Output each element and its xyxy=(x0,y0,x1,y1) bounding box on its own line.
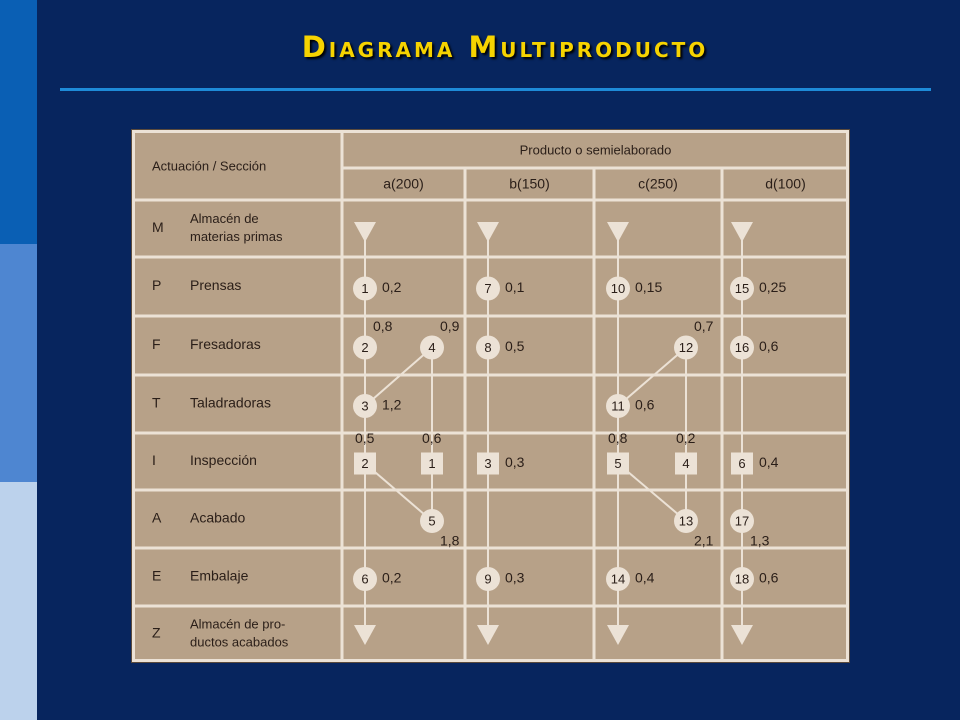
row-code-F: F xyxy=(152,336,161,353)
node-value-d18: 0,6 xyxy=(759,569,779,586)
node-value-a4: 0,9 xyxy=(440,318,460,335)
node-label-a4: 4 xyxy=(428,339,436,355)
node-label-d17: 17 xyxy=(734,513,750,529)
node-value-c12: 0,7 xyxy=(694,318,714,335)
row-code-T: T xyxy=(152,394,161,411)
node-label-d6: 6 xyxy=(738,455,746,471)
end-triangle-icon xyxy=(731,625,753,645)
node-value-c5: 0,8 xyxy=(608,430,628,447)
row-name-A: Acabado xyxy=(190,509,246,526)
row-code-A: A xyxy=(152,509,162,526)
start-triangle-icon xyxy=(607,222,629,242)
node-label-d18: 18 xyxy=(734,571,750,587)
node-value-c4: 0,2 xyxy=(676,430,696,447)
row-name-I: Inspección xyxy=(190,452,257,469)
node-label-a5: 5 xyxy=(428,513,436,529)
sidebar-block-bottom xyxy=(0,482,37,720)
node-label-b8: 8 xyxy=(484,339,492,355)
node-label-c12: 12 xyxy=(678,339,694,355)
node-label-d15: 15 xyxy=(734,280,750,296)
product-header-0: a(200) xyxy=(383,175,424,192)
node-value-a2i: 0,5 xyxy=(355,430,375,447)
title-underline xyxy=(60,88,931,91)
end-triangle-icon xyxy=(607,625,629,645)
node-label-b9: 9 xyxy=(484,571,492,587)
node-label-c14: 14 xyxy=(610,571,626,587)
row-name-M-line2: materias primas xyxy=(190,228,283,244)
product-header-2: c(250) xyxy=(638,175,678,192)
node-value-a3: 1,2 xyxy=(382,396,402,413)
node-value-c14: 0,4 xyxy=(635,569,655,586)
row-name-P: Prensas xyxy=(190,277,242,294)
end-triangle-icon xyxy=(354,625,376,645)
node-value-a2: 0,8 xyxy=(373,318,393,335)
node-label-a6: 6 xyxy=(361,571,369,587)
node-label-a1: 1 xyxy=(361,280,369,296)
diagram-svg xyxy=(132,130,849,662)
end-triangle-icon xyxy=(477,625,499,645)
sidebar-block-middle xyxy=(0,244,37,482)
node-value-a5: 1,8 xyxy=(440,532,460,549)
node-label-a2i: 2 xyxy=(361,455,369,471)
multiproduct-diagram xyxy=(132,130,849,662)
node-label-c10: 10 xyxy=(610,280,626,296)
node-value-a1i: 0,6 xyxy=(422,430,442,447)
node-label-b7: 7 xyxy=(484,280,492,296)
row-code-I: I xyxy=(152,452,156,469)
node-label-a3: 3 xyxy=(361,398,369,414)
row-name-F: Fresadoras xyxy=(190,336,261,353)
node-value-c10: 0,15 xyxy=(635,279,663,296)
start-triangle-icon xyxy=(477,222,499,242)
row-name-M-line1: Almacén de xyxy=(190,210,259,226)
node-label-c4: 4 xyxy=(682,455,690,471)
product-header-3: d(100) xyxy=(765,175,806,192)
node-value-d16: 0,6 xyxy=(759,338,779,355)
node-value-b9: 0,3 xyxy=(505,569,525,586)
node-label-a1i: 1 xyxy=(428,455,436,471)
node-value-c11: 0,6 xyxy=(635,396,655,413)
node-value-b3: 0,3 xyxy=(505,454,525,471)
row-code-P: P xyxy=(152,277,162,294)
node-value-c13: 2,1 xyxy=(694,532,714,549)
node-value-b7: 0,1 xyxy=(505,279,525,296)
node-label-a2: 2 xyxy=(361,339,369,355)
node-value-d17: 1,3 xyxy=(750,532,770,549)
header-producto-semielaborado: Producto o semielaborado xyxy=(519,142,672,158)
row-name-T: Taladradoras xyxy=(190,394,271,411)
node-value-b8: 0,5 xyxy=(505,338,525,355)
node-label-c5: 5 xyxy=(614,455,622,471)
product-header-1: b(150) xyxy=(509,175,550,192)
row-name-Z-line2: ductos acabados xyxy=(190,634,289,650)
header-actuacion-seccion: Actuación / Sección xyxy=(152,158,267,174)
start-triangle-icon xyxy=(354,222,376,242)
node-label-d16: 16 xyxy=(734,339,750,355)
row-code-M: M xyxy=(152,219,164,236)
row-code-Z: Z xyxy=(152,624,161,641)
node-value-a1: 0,2 xyxy=(382,279,402,296)
sidebar-accent xyxy=(0,0,37,720)
row-name-Z-line1: Almacén de pro- xyxy=(190,616,286,632)
row-name-E: Embalaje xyxy=(190,567,249,584)
start-triangle-icon xyxy=(731,222,753,242)
node-label-b3: 3 xyxy=(484,455,492,471)
node-label-c13: 13 xyxy=(678,513,694,529)
node-label-c11: 11 xyxy=(611,398,625,414)
node-value-a6: 0,2 xyxy=(382,569,402,586)
node-value-d6: 0,4 xyxy=(759,454,779,471)
node-value-d15: 0,25 xyxy=(759,279,787,296)
row-code-E: E xyxy=(152,567,162,584)
slide-title: Diagrama Multiproducto xyxy=(301,30,709,64)
